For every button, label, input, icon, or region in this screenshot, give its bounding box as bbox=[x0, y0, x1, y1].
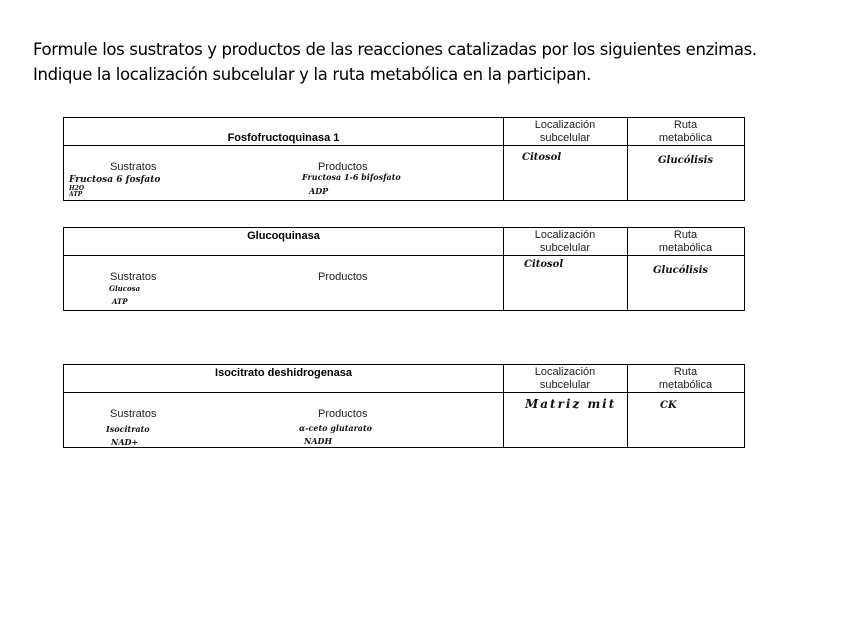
localizacion-header: Localización subcelular bbox=[534, 229, 596, 254]
instructions bbox=[33, 37, 833, 87]
row-divider bbox=[64, 392, 744, 393]
sustrato-entry: H2O bbox=[69, 185, 85, 192]
localizacion-header: Localización subcelular bbox=[534, 119, 596, 144]
enzyme-table-fosfofructoquinasa bbox=[63, 117, 745, 201]
enzyme-name: Glucoquinasa bbox=[247, 230, 320, 242]
sustrato-entry: ATP bbox=[112, 297, 128, 306]
ruta-header: Ruta metabólica bbox=[658, 119, 713, 144]
enzyme-name: Isocitrato deshidrogenasa bbox=[215, 367, 352, 379]
sustratos-label: Sustratos bbox=[110, 271, 157, 283]
producto-entry: α-ceto glutarato bbox=[299, 423, 373, 433]
ruta-entry: Glucólisis bbox=[653, 265, 709, 276]
localizacion-entry: Citosol bbox=[524, 259, 564, 270]
enzyme-name: Fosfofructoquinasa 1 bbox=[227, 132, 340, 144]
instructions-line-2: Indique la localización subcelular y la ruta metabólica en la participan. bbox=[33, 65, 592, 84]
sustrato-entry: NAD+ bbox=[111, 437, 139, 447]
sustrato-entry: Glucosa bbox=[109, 284, 141, 293]
ruta-header: Ruta metabólica bbox=[658, 229, 713, 254]
sustratos-label: Sustratos bbox=[110, 408, 157, 420]
sustratos-label: Sustratos bbox=[110, 161, 157, 173]
enzyme-table-isocitrato-deshidrogenasa bbox=[63, 364, 745, 448]
enzyme-table-glucoquinasa bbox=[63, 227, 745, 311]
ruta-entry: Glucólisis bbox=[658, 155, 714, 166]
producto-entry: ADP bbox=[309, 186, 329, 196]
row-divider bbox=[64, 145, 744, 146]
sustrato-entry: ATP bbox=[69, 191, 83, 198]
instructions-line-1: Formule los sustratos y productos de las reacciones catalizadas por los siguientes enzimas. bbox=[33, 40, 757, 59]
localizacion-entry: Citosol bbox=[522, 152, 562, 163]
localizacion-header: Localización subcelular bbox=[534, 366, 596, 391]
producto-entry: Fructosa 1-6 bifosfato bbox=[302, 172, 401, 182]
producto-entry: NADH bbox=[304, 436, 333, 446]
ruta-header: Ruta metabólica bbox=[658, 366, 713, 391]
productos-label: Productos bbox=[318, 271, 368, 283]
localizacion-entry: Matriz mit bbox=[525, 397, 617, 411]
sustrato-entry: Fructosa 6 fosfato bbox=[69, 175, 161, 185]
sustrato-entry: Isocitrato bbox=[106, 424, 150, 434]
row-divider bbox=[64, 255, 744, 256]
productos-label: Productos bbox=[318, 161, 368, 173]
ruta-entry: CK bbox=[660, 400, 677, 411]
productos-label: Productos bbox=[318, 408, 368, 420]
